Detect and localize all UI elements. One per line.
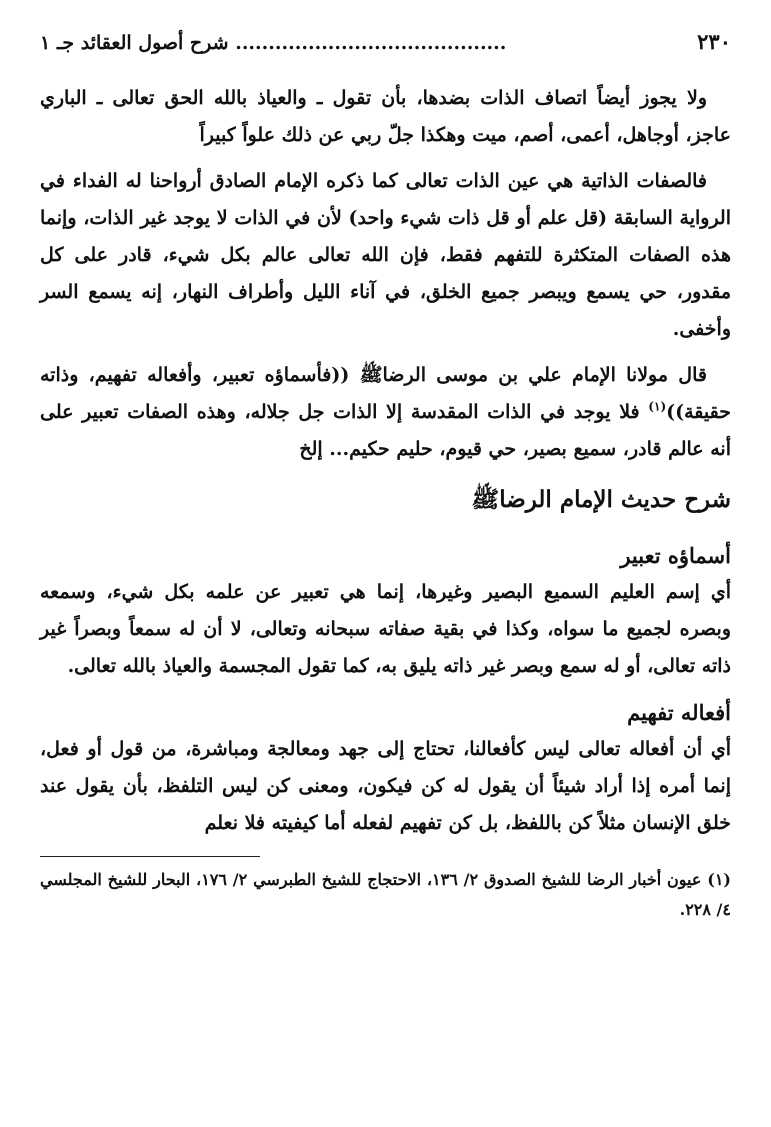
- subheading-names-expression: أسماؤه تعبير: [620, 543, 731, 568]
- paragraph-essential-attributes: فالصفات الذاتية هي عين الذات تعالى كما ذكره الإمام الصادق أرواحنا له الفداء في الرواية السابقة (قل علم أو قل ذات شيء واحد) لأن في الذات لا يوجد غير الذات، وإنما هذه الصفات المتكثرة للتفهم فقط، فإن الله تعالى عالم بكل شيء، قادر على كل مقدور، حي يسمع ويبصر جميع الخلق، في آناء الليل وأطراف النهار، إنه يسمع السر وأخفى.: [40, 170, 731, 340]
- quote-text: قال مولانا الإمام علي بن موسى الرضاﷺ ((فأسماؤه تعبير، وأفعاله تفهيم، وذاته حقيقة)): [40, 364, 731, 423]
- running-head: [40, 28, 731, 58]
- book-title: ......................................... شرح أصول العقائد جـ ١: [40, 32, 507, 54]
- body-text: [40, 80, 731, 842]
- footnote-divider: [40, 856, 260, 857]
- paragraph-impossibility-of-opposites: ولا يجوز أيضاً اتصاف الذات بضدها، بأن تقول ـ والعياذ بالله الحق تعالى ـ الباري عاجز، أوجاهل، أعمى، أصم، ميت وهكذا جلّ ربي عن ذلك علواً كبيراً: [40, 87, 731, 146]
- quote-continuation: فلا يوجد في الذات المقدسة إلا الذات جل جلاله، وهذه الصفات تعبير على أنه عالم قادر، سميع بصير، حي قيوم، حليم حكيم... إلخ: [40, 401, 731, 460]
- page-number: ٢٣٠: [697, 29, 731, 54]
- footnote: (١) عيون أخبار الرضا للشيخ الصدوق ٢/ ١٣٦، الاحتجاج للشيخ الطبرسي ٢/ ١٧٦، البحار للشيخ المجلسي ٤/ ٢٢٨.: [40, 870, 731, 919]
- section-title: شرح حديث الإمام الرضاﷺ: [471, 486, 731, 513]
- footnote-marker: (١): [648, 399, 667, 414]
- subheading-acts-understanding: أفعاله تفهيم: [627, 700, 731, 725]
- book-page: [40, 28, 731, 1107]
- paragraph-acts-understanding: أي أن أفعاله تعالى ليس كأفعالنا، تحتاج إلى جهد ومعالجة ومباشرة، من قول أو فعل، إنما أمره إذا أراد شيئاً أن يقول له كن فيكون، ومعنى كن ليس التلفظ، بأن يقول عند خلق الإنسان مثلاً كن باللفظ، بل كن تفهيم لفعله أما كيفيته فلا نعلم: [40, 738, 731, 834]
- paragraph-imam-rida-quote: [40, 357, 731, 468]
- paragraph-names-expression: أي إسم العليم السميع البصير وغيرها، إنما هي تعبير عن علمه بكل شيء، وسمعه وبصره لجميع ما سواه، وكذا في بقية صفاته سبحانه وتعالى، لا أن له سمعاً وبصراً غير ذاته تعالى، أو له سمع وبصر غير ذاته يليق به، كما تقول المجسمة والعياذ بالله تعالى.: [40, 581, 731, 677]
